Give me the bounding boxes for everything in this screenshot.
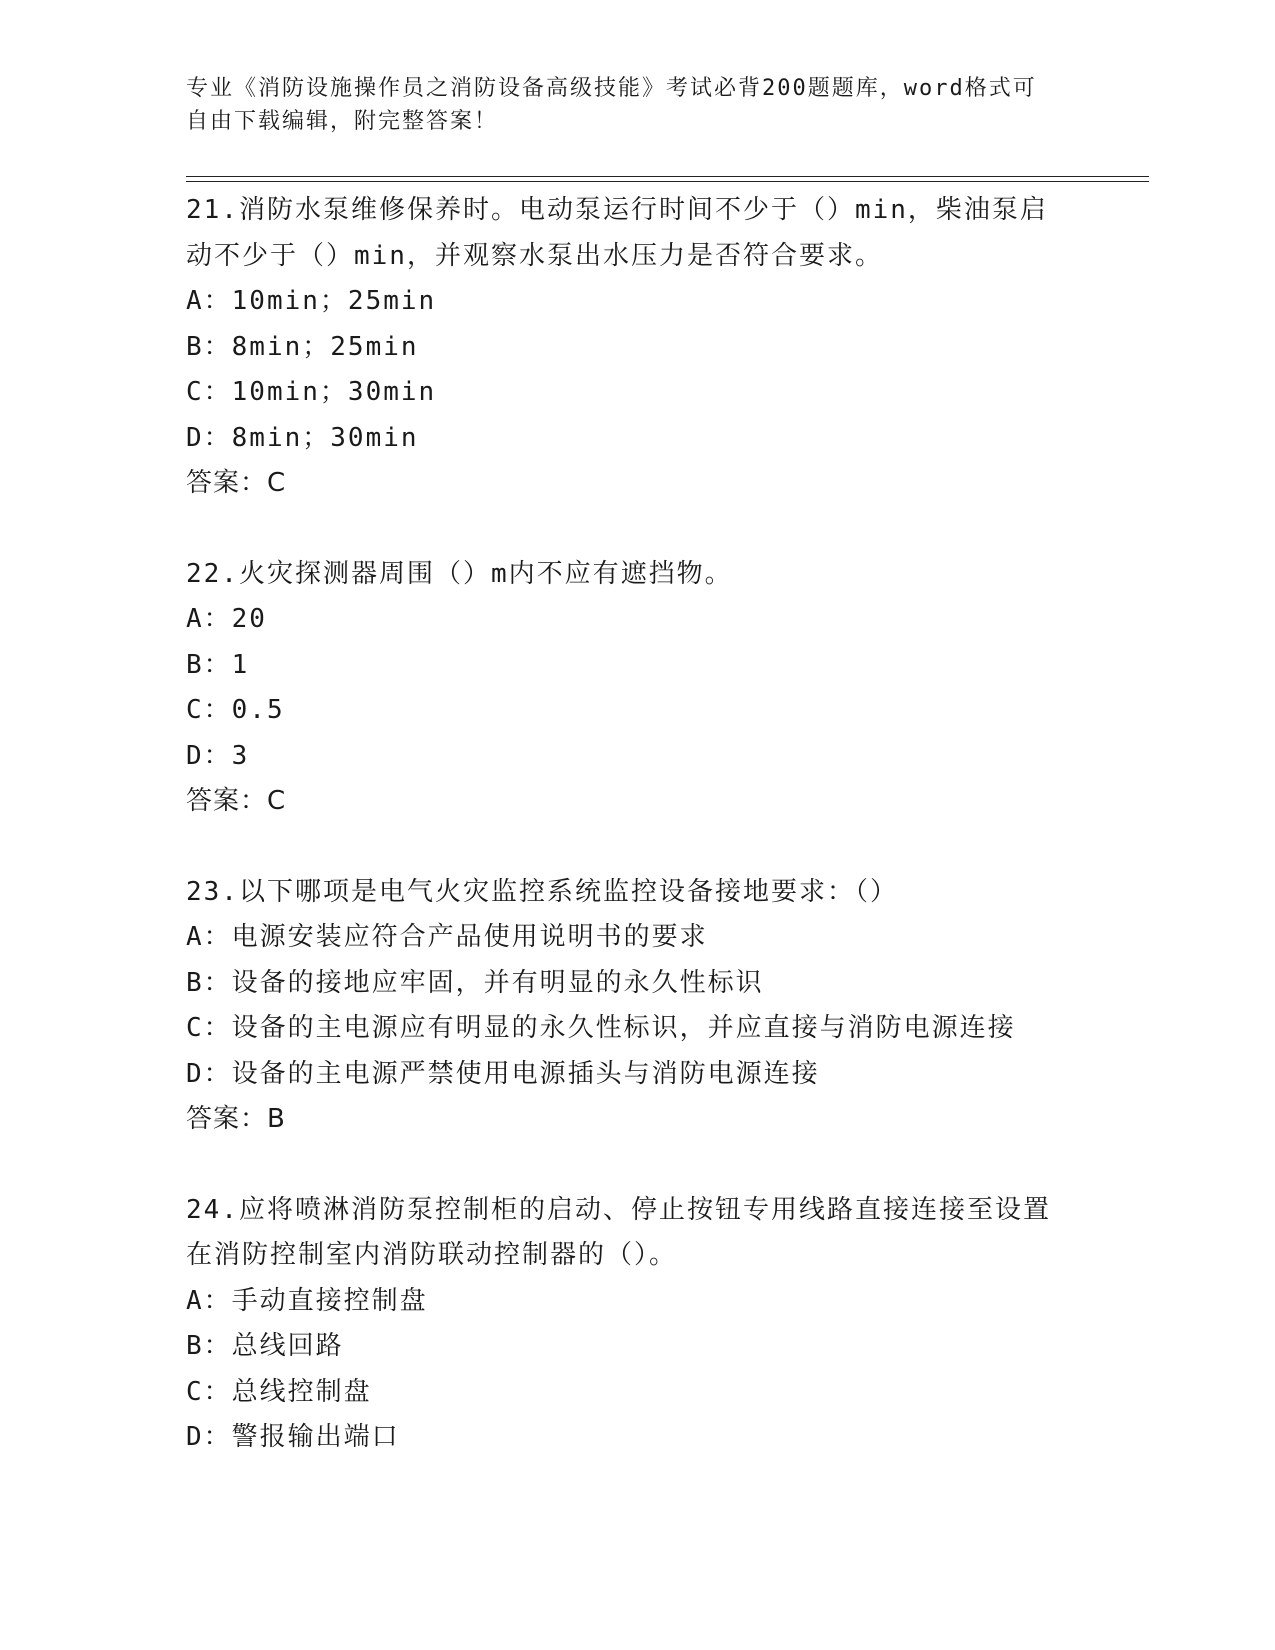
option-d: D：警报输出端口 (186, 1422, 400, 1452)
option-c: C：设备的主电源应有明显的永久性标识，并应直接与消防电源连接 (186, 1013, 1016, 1043)
question-stem-line: 在消防控制室内消防联动控制器的（）。 (186, 1240, 678, 1270)
question-22 (186, 552, 1086, 825)
header-divider-top (186, 176, 1149, 177)
option-b: B：8min；25min (186, 331, 419, 362)
option-d: D：设备的主电源严禁使用电源插头与消防电源连接 (186, 1058, 820, 1089)
option-a: A：20 (186, 604, 267, 634)
question-stem-line: 21.消防水泵维修保养时。电动泵运行时间不少于（）min，柴油泵启 (186, 195, 1048, 225)
option-c: C：总线控制盘 (186, 1376, 372, 1407)
answer-text: 答案：C (186, 468, 287, 498)
question-24 (186, 1188, 1086, 1461)
option-a: A：10min；25min (186, 286, 437, 316)
option-b: B：1 (186, 649, 250, 680)
option-c: C：0.5 (186, 695, 285, 725)
option-a: A：电源安装应符合产品使用说明书的要求 (186, 922, 708, 952)
question-stem-line: 24.应将喷淋消防泵控制柜的启动、停止按钮专用线路直接连接至设置 (186, 1194, 1051, 1225)
header-divider-bottom (186, 181, 1149, 182)
option-b: B：总线回路 (186, 1331, 344, 1361)
question-stem-line: 动不少于（）min，并观察水泵出水压力是否符合要求。 (186, 240, 883, 271)
answer-text: 答案：B (186, 1104, 286, 1134)
header-line-1: 专业《消防设施操作员之消防设备高级技能》考试必背200题题库，word格式可 (186, 76, 1037, 101)
question-stem-line: 22.火灾探测器周围（）m内不应有遮挡物。 (186, 558, 733, 589)
header-line-2: 自由下载编辑，附完整答案！ (186, 109, 499, 134)
question-list (186, 188, 1086, 1506)
question-stem-line: 23.以下哪项是电气火灾监控系统监控设备接地要求：（） (186, 876, 898, 907)
option-d: D：8min；30min (186, 422, 419, 453)
option-a: A：手动直接控制盘 (186, 1285, 428, 1316)
question-21 (186, 188, 1086, 507)
answer-text: 答案：C (186, 786, 287, 816)
option-d: D：3 (186, 740, 250, 771)
option-c: C：10min；30min (186, 377, 437, 407)
document-header (186, 72, 1066, 138)
question-23 (186, 870, 1086, 1143)
option-b: B：设备的接地应牢固，并有明显的永久性标识 (186, 967, 764, 998)
